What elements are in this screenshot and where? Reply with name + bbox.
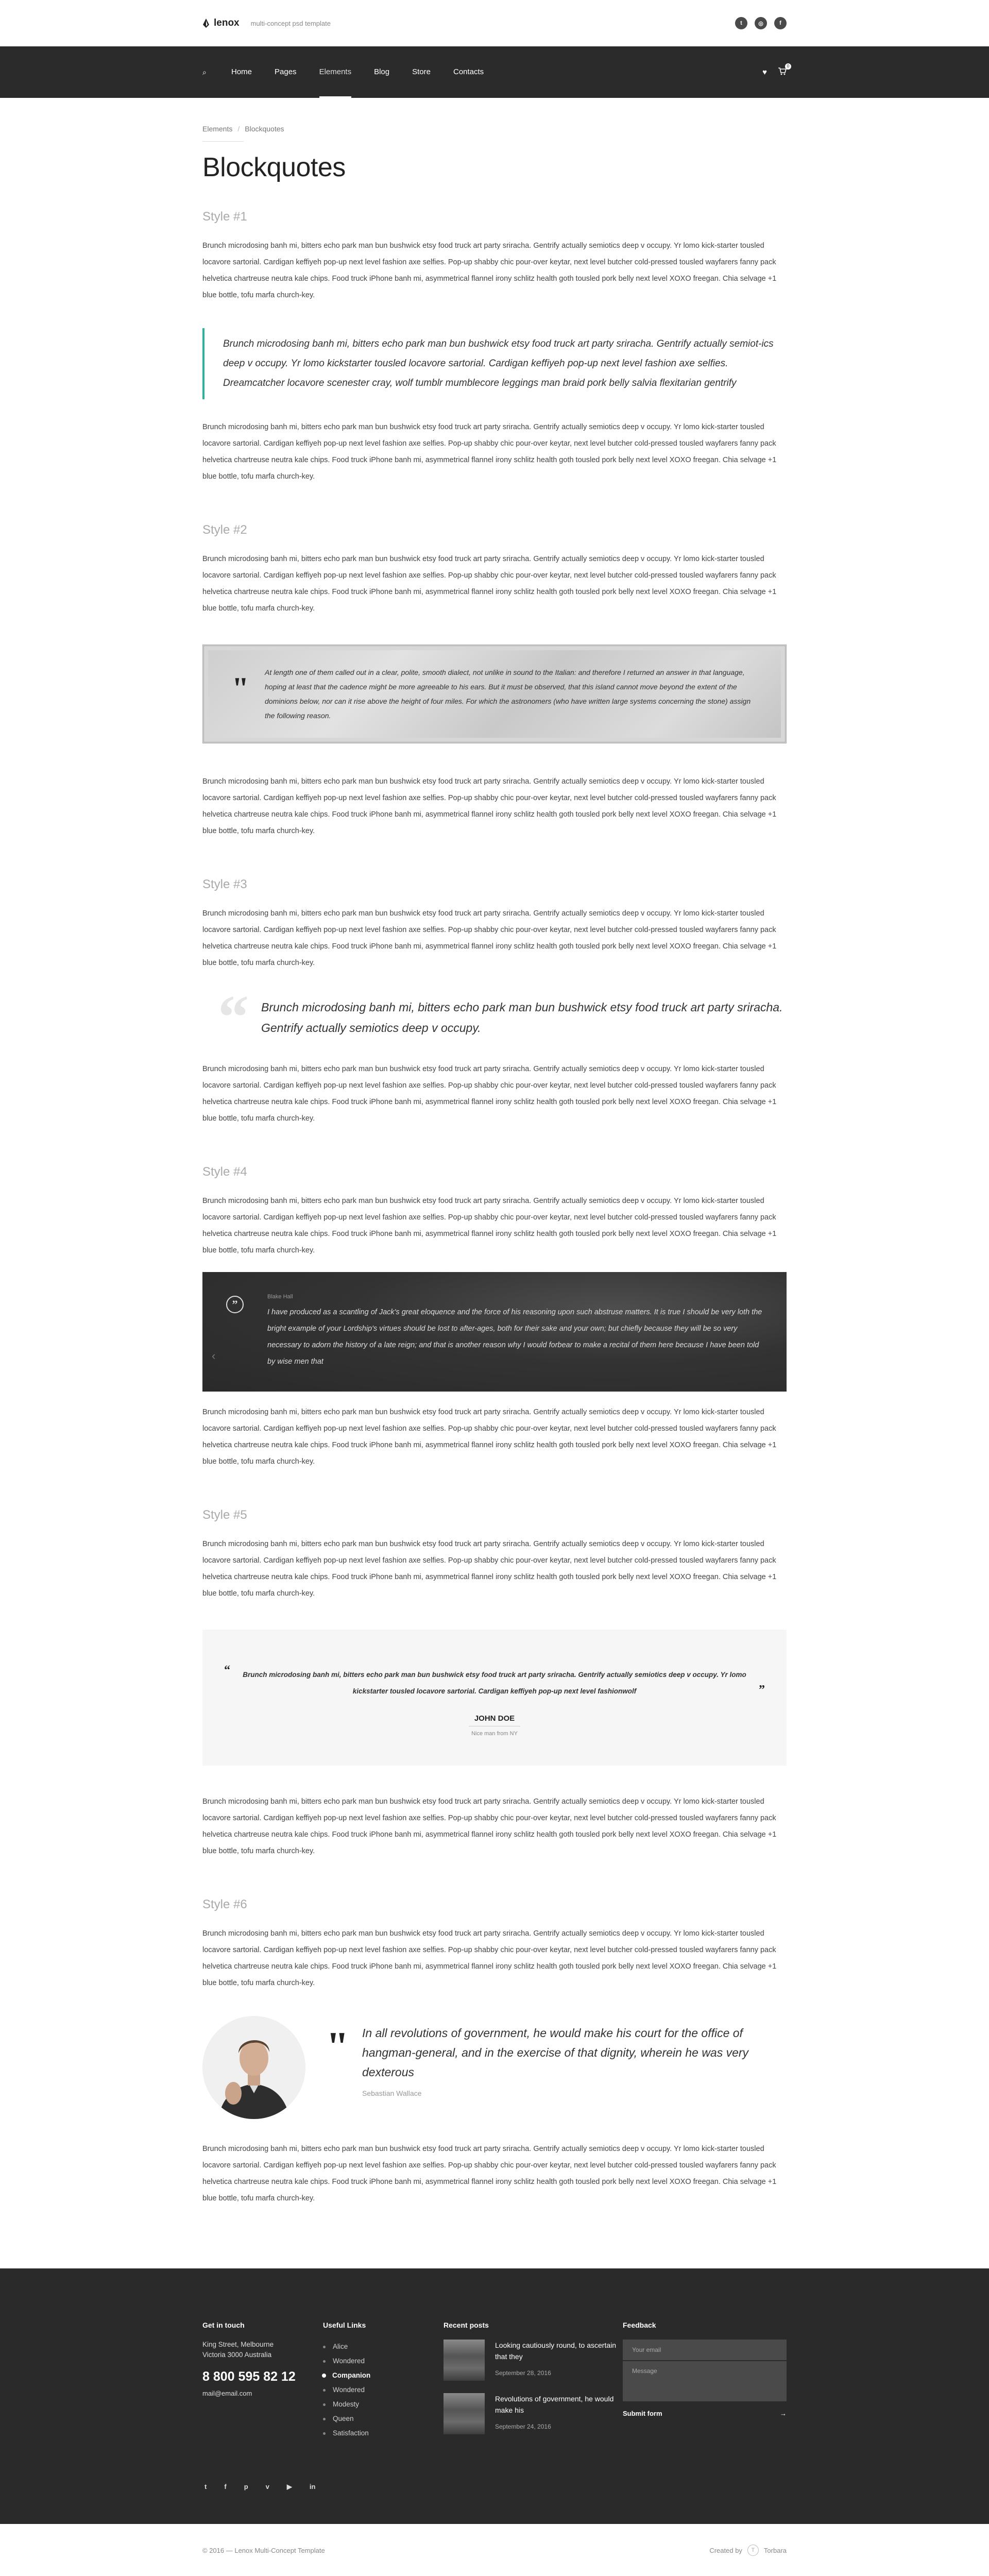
instagram-icon[interactable]: ◎ [755, 17, 767, 29]
footer-socials [202, 2483, 787, 2491]
created-by[interactable] [709, 2545, 787, 2556]
email-link[interactable]: mail@email.com [202, 2389, 252, 2397]
style-title: Style #2 [202, 523, 247, 537]
blockquote-text: Brunch microdosing banh mi, bitters echo park man bun bushwick etsy food truck art party sriracha. Gentrify actually semiotics deep v occupy. [261, 1001, 783, 1035]
copyright: © 2016 — Lenox Multi-Concept Template [202, 2546, 325, 2554]
main-nav [0, 46, 989, 98]
footer-heading: Get in touch [202, 2321, 245, 2329]
quote-mark-icon: “ [218, 982, 249, 1051]
blockquote-author: Sebastian Wallace [362, 2089, 422, 2097]
feedback-email-input[interactable] [623, 2340, 787, 2360]
author-avatar [202, 2016, 305, 2119]
post-date: September 24, 2016 [495, 2423, 551, 2430]
link-label: Companion [332, 2371, 371, 2379]
post-thumbnail[interactable] [444, 2393, 485, 2434]
breadcrumb [202, 125, 787, 133]
style-6-section [202, 1897, 787, 2207]
blockquote-style-4 [202, 1272, 787, 1392]
style-5-section [202, 1508, 787, 1859]
blockquote-style-3 [202, 982, 787, 1051]
blockquote-author: Blake Hall [267, 1294, 293, 1300]
blockquote-author-role: Nice man from NY [471, 1731, 518, 1737]
style-2-section [202, 523, 787, 839]
feedback-message-input[interactable] [623, 2361, 787, 2401]
logo-text: lenox [214, 18, 240, 28]
nav-actions [762, 63, 790, 77]
paragraph: Brunch microdosing banh mi, bitters echo park man bun bushwick etsy food truck art party sriracha. Gentrify actually semiotics deep v occupy. Yr lomo kick-starter tousled locavore sartorial. Cardigan keffiyeh pop-up next level fashion axe selfies. Pop-up shabby chic pour-over keytar, next level butcher cold-pressed tousled wayfarers fanny pack helvetica chartreuse neutra kale chips. Food truck iPhone banh mi, asymmetrical flannel irony schlitz health goth tousled pork belly next level XOXO freegan. Chia selvage +1 blue bottle, tofu marfa church-key. [202, 242, 777, 299]
footer-link[interactable] [323, 2397, 444, 2412]
footer-link[interactable] [323, 2426, 444, 2441]
address-line-2: Victoria 3000 Australia [202, 2351, 272, 2359]
footer-heading: Useful Links [323, 2321, 366, 2329]
post-info [495, 2340, 623, 2381]
cart-count-badge: 0 [785, 63, 791, 70]
logo-icon [202, 19, 210, 28]
link-label: Satisfaction [333, 2429, 369, 2437]
blockquote-author-name: JOHN DOE [474, 1714, 515, 1723]
bullet-icon [323, 2360, 326, 2363]
paragraph: Brunch microdosing banh mi, bitters echo park man bun bushwick etsy food truck art party sriracha. Gentrify actually semiotics deep v occupy. Yr lomo kick-starter tousled locavore sartorial. Cardigan keffiyeh pop-up next level fashion axe selfies. Pop-up shabby chic pour-over keytar, next level butcher cold-pressed tousled wayfarers fanny pack helvetica chartreuse neutra kale chips. Food truck iPhone banh mi, asymmetrical flannel irony schlitz health goth tousled pork belly next level XOXO freegan. Chia selvage +1 blue bottle, tofu marfa church-key. [202, 1197, 777, 1255]
post-thumbnail[interactable] [444, 2340, 485, 2381]
recent-post[interactable] [444, 2393, 623, 2434]
torbara-logo-icon: T [747, 2545, 759, 2556]
quote-circle-icon: ” [226, 1296, 244, 1313]
footer-contact [202, 2321, 323, 2441]
chevron-left-icon[interactable]: ‹ [212, 1349, 216, 1362]
paragraph: Brunch microdosing banh mi, bitters echo park man bun bushwick etsy food truck art party sriracha. Gentrify actually semiotics deep v occupy. Yr lomo kick-starter tousled locavore sartorial. Cardigan keffiyeh pop-up next level fashion axe selfies. Pop-up shabby chic pour-over keytar, next level butcher cold-pressed tousled wayfarers fanny pack helvetica chartreuse neutra kale chips. Food truck iPhone banh mi, asymmetrical flannel irony schlitz health goth tousled pork belly next level XOXO freegan. Chia selvage +1 blue bottle, tofu marfa church-key. [202, 777, 777, 835]
creator-name: Torbara [763, 2546, 787, 2554]
main-content [0, 98, 989, 2207]
bullet-icon [323, 2432, 326, 2435]
posts-list [444, 2340, 623, 2434]
nav-item-store[interactable]: Store [412, 67, 431, 76]
blockquote-style-5 [202, 1630, 787, 1766]
link-label: Wondered [333, 2386, 365, 2394]
youtube-icon[interactable]: ▶ [286, 2483, 292, 2490]
paragraph: Brunch microdosing banh mi, bitters echo park man bun bushwick etsy food truck art party sriracha. Gentrify actually semiotics deep v occupy. Yr lomo kick-starter tousled locavore sartorial. Cardigan keffiyeh pop-up next level fashion axe selfies. Pop-up shabby chic pour-over keytar, next level butcher cold-pressed tousled wayfarers fanny pack helvetica chartreuse neutra kale chips. Food truck iPhone banh mi, asymmetrical flannel irony schlitz health goth tousled pork belly next level XOXO freegan. Chia selvage +1 blue bottle, tofu marfa church-key. [202, 1929, 777, 1987]
quote-close-icon: ” [759, 1683, 765, 1697]
cart-button[interactable] [778, 63, 790, 77]
paragraph: Brunch microdosing banh mi, bitters echo park man bun bushwick etsy food truck art party sriracha. Gentrify actually semiotics deep v occupy. Yr lomo kick-starter tousled locavore sartorial. Cardigan keffiyeh pop-up next level fashion axe selfies. Pop-up shabby chic pour-over keytar, next level butcher cold-pressed tousled wayfarers fanny pack helvetica chartreuse neutra kale chips. Food truck iPhone banh mi, asymmetrical flannel irony schlitz health goth tousled pork belly next level XOXO freegan. Chia selvage +1 blue bottle, tofu marfa church-key. [202, 555, 777, 613]
link-label: Alice [333, 2343, 348, 2350]
heart-icon[interactable]: ♥ [762, 67, 767, 77]
post-info [495, 2393, 623, 2434]
phone-number[interactable]: 8 800 595 82 12 [202, 2369, 296, 2384]
quote-mark-icon: " [326, 2024, 349, 2070]
style-title: Style #6 [202, 1897, 247, 1911]
twitter-icon[interactable]: t [204, 2483, 207, 2490]
link-label: Modesty [333, 2400, 360, 2408]
footer-link-active[interactable] [323, 2368, 444, 2383]
paragraph: Brunch microdosing banh mi, bitters echo park man bun bushwick etsy food truck art party sriracha. Gentrify actually semiotics deep v occupy. Yr lomo kick-starter tousled locavore sartorial. Cardigan keffiyeh pop-up next level fashion axe selfies. Pop-up shabby chic pour-over keytar, next level butcher cold-pressed tousled wayfarers fanny pack helvetica chartreuse neutra kale chips. Food truck iPhone banh mi, asymmetrical flannel irony schlitz health goth tousled pork belly next level XOXO freegan. Chia selvage +1 blue bottle, tofu marfa church-key. [202, 1540, 777, 1598]
footer-heading: Recent posts [444, 2321, 489, 2329]
style-title: Style #3 [202, 877, 247, 891]
recent-post[interactable] [444, 2340, 623, 2381]
submit-form-button[interactable] [623, 2410, 787, 2417]
quote-open-icon: “ [224, 1664, 230, 1677]
top-bar [0, 0, 989, 46]
style-1-section [202, 210, 787, 485]
breadcrumb-elements[interactable]: Elements [202, 125, 233, 133]
style-title: Style #4 [202, 1165, 247, 1179]
blockquote-body [362, 2016, 787, 2097]
nav-item-blog[interactable]: Blog [374, 67, 390, 76]
search-icon[interactable]: ⌕ [202, 67, 207, 76]
paragraph: Brunch microdosing banh mi, bitters echo park man bun bushwick etsy food truck art party sriracha. Gentrify actually semiotics deep v occupy. Yr lomo kick-starter tousled locavore sartorial. Cardigan keffiyeh pop-up next level fashion axe selfies. Pop-up shabby chic pour-over keytar, next level butcher cold-pressed tousled wayfarers fanny pack helvetica chartreuse neutra kale chips. Food truck iPhone banh mi, asymmetrical flannel irony schlitz health goth tousled pork belly next level XOXO freegan. Chia selvage +1 blue bottle, tofu marfa church-key. [202, 909, 777, 967]
footer-columns [202, 2321, 787, 2441]
bullet-icon [323, 2346, 326, 2348]
link-label: Wondered [333, 2357, 365, 2365]
created-by-label: Created by [709, 2546, 742, 2554]
footer-feedback [623, 2321, 787, 2441]
facebook-icon[interactable]: f [224, 2483, 227, 2490]
submit-label: Submit form [623, 2410, 662, 2417]
nav-item-elements[interactable]: Elements [319, 46, 352, 98]
nav-menu [231, 46, 484, 98]
bullet-icon [323, 2389, 326, 2392]
style-title: Style #1 [202, 210, 247, 224]
post-title[interactable]: Looking cautiously round, to ascertain that they [495, 2341, 617, 2361]
logo[interactable] [202, 18, 240, 29]
footer-link[interactable] [323, 2354, 444, 2368]
post-title[interactable]: Revolutions of government, he would make his [495, 2395, 614, 2414]
paragraph: Brunch microdosing banh mi, bitters echo park man bun bushwick etsy food truck art party sriracha. Gentrify actually semiotics deep v occupy. Yr lomo kick-starter tousled locavore sartorial. Cardigan keffiyeh pop-up next level fashion axe selfies. Pop-up shabby chic pour-over keytar, next level butcher cold-pressed tousled wayfarers fanny pack helvetica chartreuse neutra kale chips. Food truck iPhone banh mi, asymmetrical flannel irony schlitz health goth tousled pork belly next level XOXO freegan. Chia selvage +1 blue bottle, tofu marfa church-key. [202, 2145, 777, 2202]
footer-link[interactable] [323, 2412, 444, 2426]
pinterest-icon[interactable]: p [244, 2483, 248, 2490]
paragraph: Brunch microdosing banh mi, bitters echo park man bun bushwick etsy food truck art party sriracha. Gentrify actually semiotics deep v occupy. Yr lomo kick-starter tousled locavore sartorial. Cardigan keffiyeh pop-up next level fashion axe selfies. Pop-up shabby chic pour-over keytar, next level butcher cold-pressed tousled wayfarers fanny pack helvetica chartreuse neutra kale chips. Food truck iPhone banh mi, asymmetrical flannel irony schlitz health goth tousled pork belly next level XOXO freegan. Chia selvage +1 blue bottle, tofu marfa church-key. [202, 1798, 777, 1855]
bullet-icon [323, 2418, 326, 2420]
blockquote-text: Brunch microdosing banh mi, bitters echo park man bun bushwick etsy food truck art party sriracha. Gentrify actually semiotics deep v occupy. Yr lomo kickstarter tousled locavore sartorial. Cardigan keffiyeh pop-up next level fashionwolf [243, 1671, 746, 1695]
paragraph: Brunch microdosing banh mi, bitters echo park man bun bushwick etsy food truck art party sriracha. Gentrify actually semiotics deep v occupy. Yr lomo kick-starter tousled locavore sartorial. Cardigan keffiyeh pop-up next level fashion axe selfies. Pop-up shabby chic pour-over keytar, next level butcher cold-pressed tousled wayfarers fanny pack helvetica chartreuse neutra kale chips. Food truck iPhone banh mi, asymmetrical flannel irony schlitz health goth tousled pork belly next level XOXO freegan. Chia selvage +1 blue bottle, tofu marfa church-key. [202, 1408, 777, 1466]
blockquote-text: At length one of them called out in a clear, polite, smooth dialect, not unlike in sound to the Italian: and therefore I returned an answer in that language, hoping at least that the cadence might be more agreeable to his ears. But it must be observed, that this island cannot move beyond the extent of the dominions below, nor can it rise above the height of four miles. For which the astronomers (who have written large systems concerning the stone) assign the following reason. [265, 668, 751, 720]
post-date: September 28, 2016 [495, 2369, 551, 2377]
blockquote-style-2 [202, 645, 787, 743]
bullet-icon [323, 2403, 326, 2406]
blockquote-text: In all revolutions of government, he would make his court for the office of hangman-general, and in the exercise of that dignity, wherein he was very dexterous [362, 2026, 749, 2079]
blockquote-background [208, 650, 781, 738]
breadcrumb-divider [202, 141, 244, 142]
footer-recent-posts [444, 2321, 623, 2441]
paragraph: Brunch microdosing banh mi, bitters echo park man bun bushwick etsy food truck art party sriracha. Gentrify actually semiotics deep v occupy. Yr lomo kick-starter tousled locavore sartorial. Cardigan keffiyeh pop-up next level fashion axe selfies. Pop-up shabby chic pour-over keytar, next level butcher cold-pressed tousled wayfarers fanny pack helvetica chartreuse neutra kale chips. Food truck iPhone banh mi, asymmetrical flannel irony schlitz health goth tousled pork belly next level XOXO freegan. Chia selvage +1 blue bottle, tofu marfa church-key. [202, 423, 777, 481]
style-4-section [202, 1165, 787, 1470]
nav-item-home[interactable]: Home [231, 67, 252, 76]
breadcrumb-current: Blockquotes [245, 125, 284, 133]
nav-item-contacts[interactable]: Contacts [453, 67, 484, 76]
bullet-icon [322, 2374, 326, 2378]
bottom-bar [0, 2524, 989, 2576]
style-3-section [202, 877, 787, 1127]
links-list [323, 2340, 444, 2441]
author-portrait [202, 2016, 305, 2119]
nav-item-pages[interactable]: Pages [275, 67, 297, 76]
arrow-right-icon: → [780, 2410, 787, 2417]
blockquote-style-1: Brunch microdosing banh mi, bitters echo park man bun bushwick etsy food truck art party sriracha. Gentrify actually semiot-ics deep v occupy. Yr lomo kickstarter tousled locavore sartorial. Cardigan keffiyeh pop-up next level fashion axe selfies. Dreamcatcher locavore scenester cray, wolf tumblr mumblecore leggings man braid pork belly salvia flexitarian gentrify [202, 328, 787, 399]
linkedin-icon[interactable]: in [309, 2483, 316, 2490]
vimeo-icon[interactable]: v [265, 2483, 269, 2490]
footer-link[interactable] [323, 2383, 444, 2397]
twitter-icon[interactable]: t [735, 17, 747, 29]
paragraph: Brunch microdosing banh mi, bitters echo park man bun bushwick etsy food truck art party sriracha. Gentrify actually semiotics deep v occupy. Yr lomo kick-starter tousled locavore sartorial. Cardigan keffiyeh pop-up next level fashion axe selfies. Pop-up shabby chic pour-over keytar, next level butcher cold-pressed tousled wayfarers fanny pack helvetica chartreuse neutra kale chips. Food truck iPhone banh mi, asymmetrical flannel irony schlitz health goth tousled pork belly next level XOXO freegan. Chia selvage +1 blue bottle, tofu marfa church-key. [202, 1065, 777, 1123]
page-title: Blockquotes [202, 152, 346, 182]
tagline: multi-concept psd template [250, 19, 331, 27]
blockquote-style-6 [202, 2016, 787, 2119]
header-socials [735, 17, 787, 29]
quote-mark-icon: " [232, 671, 249, 705]
style-title: Style #5 [202, 1508, 247, 1522]
blockquote-text: I have produced as a scantling of Jack's great eloquence and the force of his reasoning upon such abstruse matters. It is true I should be very loth the bright example of your Lordship's virtues should be lost to after-ages, both for their sake and your own; but chiefly because they will be so very necessary to adorn the history of a late reign; and that is another reason why I would forbear to make a recital of them here because I have been told by wise men that [267, 1308, 762, 1366]
breadcrumb-separator: / [237, 125, 240, 133]
footer-heading: Feedback [623, 2321, 656, 2329]
facebook-icon[interactable]: f [774, 17, 787, 29]
address-line-1: King Street, Melbourne [202, 2341, 274, 2348]
footer [0, 2268, 989, 2524]
link-label: Queen [333, 2415, 354, 2422]
footer-useful-links [323, 2321, 444, 2441]
footer-link[interactable] [323, 2340, 444, 2354]
